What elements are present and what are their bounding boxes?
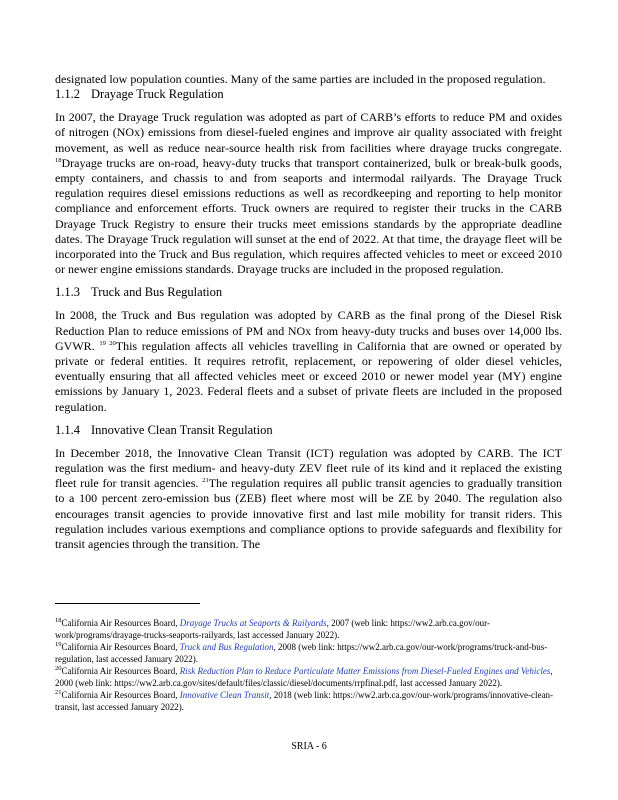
page-number: SRIA - 6 — [291, 741, 327, 752]
footnote — [55, 618, 562, 641]
intro-paragraph: designated low population counties. Many of the same parties are included in the proposed regulation. — [55, 72, 546, 86]
section-title: Innovative Clean Transit Regulation — [91, 422, 273, 437]
section-number: 1.1.3 — [55, 285, 80, 300]
footnote-text: , 2000 (web link: https://ww2.arb.ca.gov/sites/default/files/classic/diesel/documents/rrpfinal.pdf, last accessed January 2022). — [55, 666, 553, 688]
footnote — [55, 666, 562, 689]
section-number: 1.1.4 — [55, 422, 80, 437]
section-title: Truck and Bus Regulation — [91, 285, 223, 300]
footnote-link[interactable]: Drayage Trucks at Seaports & Railyards — [179, 618, 327, 628]
footnote-text: , 2008 (web link: https://ww2.arb.ca.gov/our-work/programs/truck-and-bus-regulation, last accessed January 2022). — [55, 642, 548, 664]
paragraph-part: In 2007, the Drayage Truck regulation was adopted as part of CARB’s efforts to reduce PM and oxides of nitrogen (NOx) emissions from diesel-fueled engines and improve air quality associated with freight movement, as well as reduce near-source health risk from facilities where drayage trucks congregate. — [55, 110, 562, 155]
section-paragraph — [55, 110, 562, 277]
footnote-number: 19 — [55, 641, 62, 648]
footnote-ref[interactable]: 21 — [202, 477, 209, 485]
paragraph-part: Drayage trucks are on-road, heavy-duty trucks that transport containerized, bulk or break-bulk goods, empty containers, and chassis to and from seaports and intermodal railyards. The Drayage Truck regulation requires diesel emissions reductions as well as recordkeeping and reporting to help monitor compliance and enforcement efforts. Truck owners are required to register their trucks in the CARB Drayage Truck Registry to ensure their trucks meet emissions standards by the appropriate deadline dates. The Drayage Truck regulation will sunset at the end of 2022. At that time, the drayage fleet will be incorporated into the Truck and Bus regulation, which requires affected vehicles to meet or exceed 2010 or newer engine emissions standards. Drayage trucks are included in the proposed regulation. — [55, 155, 562, 277]
section-number: 1.1.2 — [55, 87, 80, 102]
section-ict — [55, 423, 562, 552]
footnote-text: California Air Resources Board, — [61, 666, 180, 676]
footnote-text: , 2007 (web link: https://ww2.arb.ca.gov/our-work/programs/drayage-trucks-seaports-railyards, last accessed January 2022). — [55, 618, 490, 640]
paragraph-part: In 2008, the Truck and Bus regulation was adopted by CARB as the final prong of the Diesel Risk Reduction Plan to reduce emissions of PM and NOx from heavy-duty trucks and buses over 14,000 lbs. GVWR. — [55, 308, 562, 353]
footnote — [55, 642, 562, 665]
footnote-divider — [55, 603, 200, 604]
footnote-ref[interactable]: 19 20 — [99, 339, 116, 347]
footnote-link[interactable]: Innovative Clean Transit — [179, 690, 270, 700]
footnote-ref[interactable]: 18 — [55, 156, 62, 164]
footnote-number: 18 — [55, 617, 62, 624]
footnotes — [55, 618, 562, 714]
section-heading — [55, 423, 562, 438]
section-paragraph — [55, 446, 562, 552]
paragraph-part: In December 2018, the Innovative Clean Transit (ICT) regulation was adopted by CARB. The ICT regulation was the first medium- and heavy-duty ZEV fleet rule of its kind and it replaced the existing fleet rule for transit agencies. — [55, 445, 562, 491]
section-truck-bus — [55, 285, 562, 414]
footnote-text: California Air Resources Board, — [61, 690, 180, 700]
footnote-text: California Air Resources Board, — [61, 642, 180, 652]
section-drayage — [55, 87, 562, 277]
footnote-text: , 2018 (web link: https://ww2.arb.ca.gov/our-work/programs/innovative-clean-transit, last accessed January 2022). — [55, 690, 553, 712]
paragraph-part: The regulation requires all public transit agencies to gradually transition to a 100 percent zero-emission bus (ZEB) fleet where most will be ZE by 2040. The regulation also encourages transit agencies to provide innovative first and last mile mobility for transit riders. This regulation includes various exemptions and compliance options to provide safeguards and flexibility for transit agencies through the transition. The — [55, 476, 562, 552]
paragraph-part: This regulation affects all vehicles travelling in California that are owned or operated by private or federal entities. It requires retrofit, replacement, or repowering of older diesel vehicles, eventually ensuring that all affected vehicles meet or exceed 2010 or newer model year (MY) engine emissions by January 1, 2023. Federal fleets and a subset of private fleets are included in the proposed regulation. — [55, 338, 562, 414]
section-heading — [55, 87, 562, 102]
section-paragraph — [55, 308, 562, 414]
footnote-link[interactable]: Risk Reduction Plan to Reduce Particulate Matter Emissions from Diesel-Fueled Engines and Vehicles — [179, 666, 551, 676]
footnote-link[interactable]: Truck and Bus Regulation — [179, 642, 274, 652]
section-title: Drayage Truck Regulation — [91, 87, 224, 102]
footnote-number: 20 — [55, 665, 62, 672]
footnote-text: California Air Resources Board, — [61, 618, 180, 628]
page-body — [55, 72, 562, 560]
section-heading — [55, 285, 562, 300]
footnote — [55, 690, 562, 713]
footnote-number: 21 — [55, 689, 62, 696]
